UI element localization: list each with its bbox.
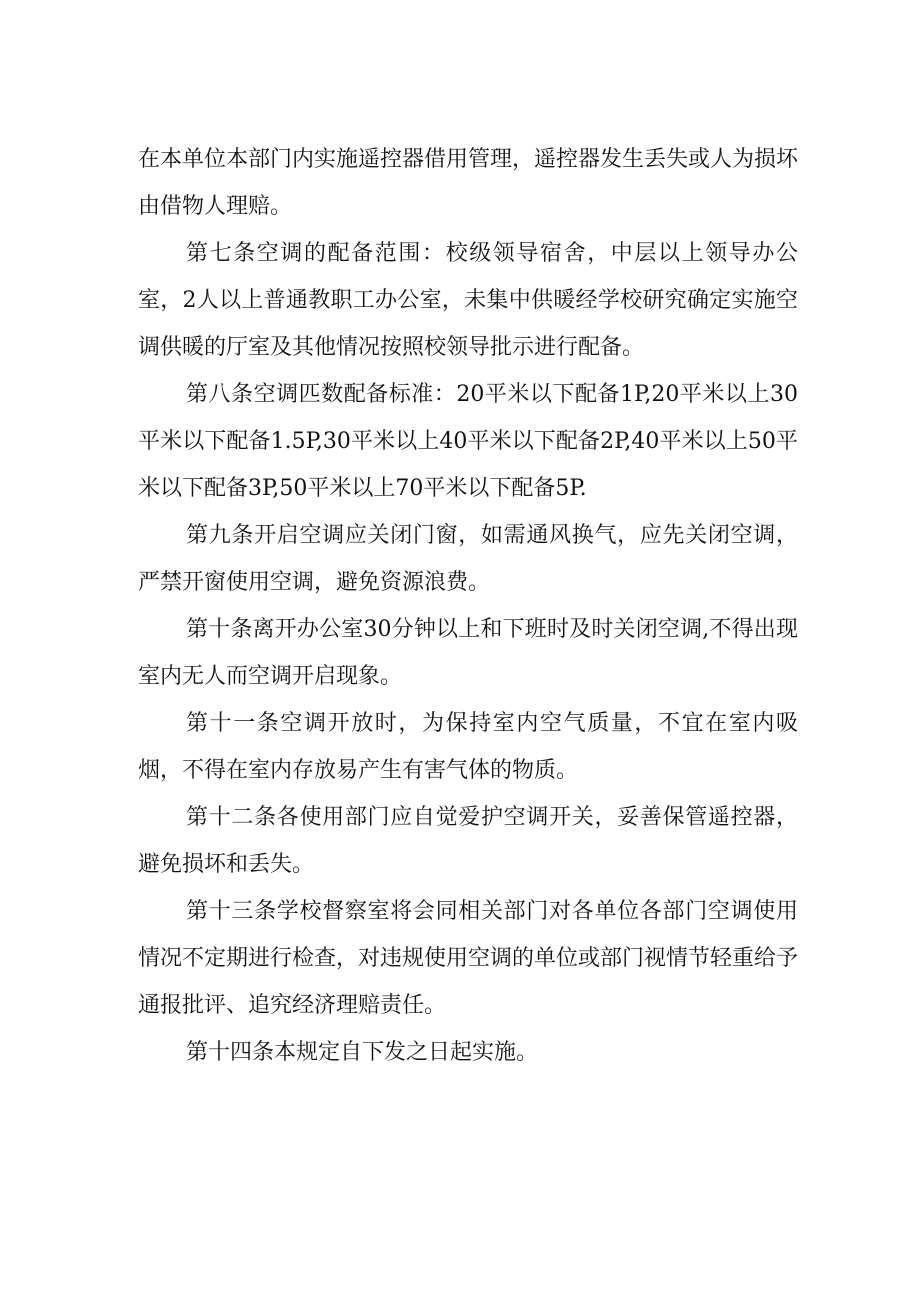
- paragraph-article-13: 第十三条学校督察室将会同相关部门对各单位各部门空调使用情况不定期进行检查，对违规使用空调的单位或部门视情节轻重给予通报批评、追究经济理赔责任。: [138, 899, 799, 1018]
- paragraph-article-9: 第九条开启空调应关闭门窗，如需通风换气，应先关闭空调，严禁开窗使用空调，避免资源浪费。: [138, 523, 798, 595]
- paragraph-article-14: 第十四条本规定自下发之日起实施。: [186, 1040, 539, 1065]
- paragraph-article-11: 第十一条空调开放时，为保持室内空气质量，不宜在室内吸烟，不得在室内存放易产生有害气体的物质。: [138, 711, 798, 783]
- paragraph-article-8: 第八条空调匹数配备标准：20平米以下配备1P,20平米以上30平米以下配备1.5P,30平米以上40平米以下配备2P,40平米以上50平米以下配备3P,50平米以上70平米以下配备5P.: [138, 382, 798, 501]
- paragraph-continuation: 在本单位本部门内实施遥控器借用管理，遥控器发生丢失或人为损坏由借物人理赔。: [138, 147, 799, 219]
- paragraph-article-12: 第十二条各使用部门应自觉爱护空调开关，妥善保管遥控器，避免损坏和丢失。: [138, 805, 798, 877]
- paragraph-article-7: 第七条空调的配备范围：校级领导宿舍，中层以上领导办公室，2人以上普通教职工办公室，未集中供暖经学校研究确定实施空调供暖的厅室及其他情况按照校领导批示进行配备。: [138, 241, 798, 360]
- document-body: [138, 136, 798, 1076]
- paragraph-article-10: 第十条离开办公室30分钟以上和下班时及时关闭空调,不得出现室内无人而空调开启现象。: [138, 617, 798, 689]
